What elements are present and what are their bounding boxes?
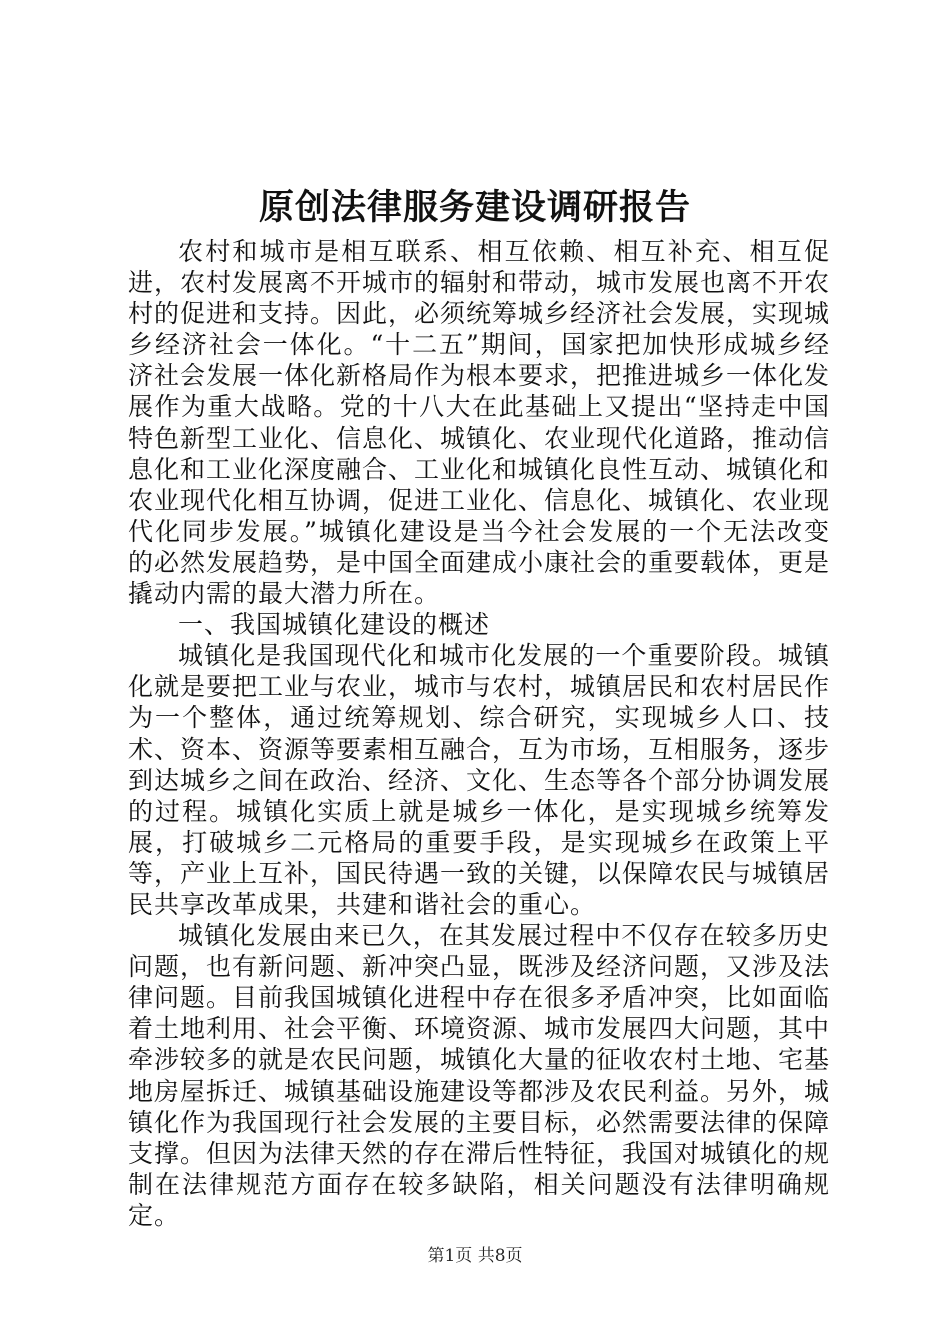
section-heading-1: 一、我国城镇化建设的概述 (178, 610, 491, 640)
paragraph-issues: 城镇化发展由来已久，在其发展过程中不仅存在较多历史问题，也有新问题、新冲突凸显，既涉及经济问题，又涉及法律问题。目前我国城镇化进程中存在很多矛盾冲突，比如面临着土地利用、社会平衡、环境资源、城市发展四大问题，其中牵涉较多的就是农民问题，城镇化大量的征收农村土地、宅基地房屋拆迁、城镇基础设施建设等都涉及农民利益。另外，城镇化作为我国现行社会发展的主要目标，必然需要法律的保障支撑。但因为法律天然的存在滞后性特征，我国对城镇化的规制在法律规范方面存在较多缺陷，相关问题没有法律明确规定。 (128, 921, 831, 1230)
paragraph-intro: 农村和城市是相互联系、相互依赖、相互补充、相互促进，农村发展离不开城市的辐射和带动，城市发展也离不开农村的促进和支持。因此，必须统筹城乡经济社会发展，实现城乡经济社会一体化。“十二五”期间，国家把加快形成城乡经济社会发展一体化新格局作为根本要求，把推进城乡一体化发展作为重大战略。党的十八大在此基础上又提出“坚持走中国特色新型工业化、信息化、城镇化、农业现代化道路，推动信息化和工业化深度融合、工业化和城镇化良性互动、城镇化和农业现代化相互协调，促进工业化、信息化、城镇化、农业现代化同步发展。”城镇化建设是当今社会发展的一个无法改变的必然发展趋势，是中国全面建成小康社会的重要载体，更是撬动内需的最大潜力所在。 (128, 237, 831, 609)
page-number-footer: 第1页 共8页 (427, 1246, 523, 1266)
document-title: 原创法律服务建设调研报告 (258, 187, 691, 228)
document-body (128, 236, 830, 1231)
paragraph-definition: 城镇化是我国现代化和城市化发展的一个重要阶段。城镇化就是要把工业与农业，城市与农村，城镇居民和农村居民作为一个整体，通过统筹规划、综合研究，实现城乡人口、技术、资本、资源等要素相互融合，互为市场，互相服务，逐步到达城乡之间在政治、经济、文化、生态等各个部分协调发展的过程。城镇化实质上就是城乡一体化，是实现城乡统筹发展，打破城乡二元格局的重要手段，是实现城乡在政策上平等，产业上互补，国民待遇一致的关键，以保障农民与城镇居民共享改革成果，共建和谐社会的重心。 (128, 641, 831, 919)
